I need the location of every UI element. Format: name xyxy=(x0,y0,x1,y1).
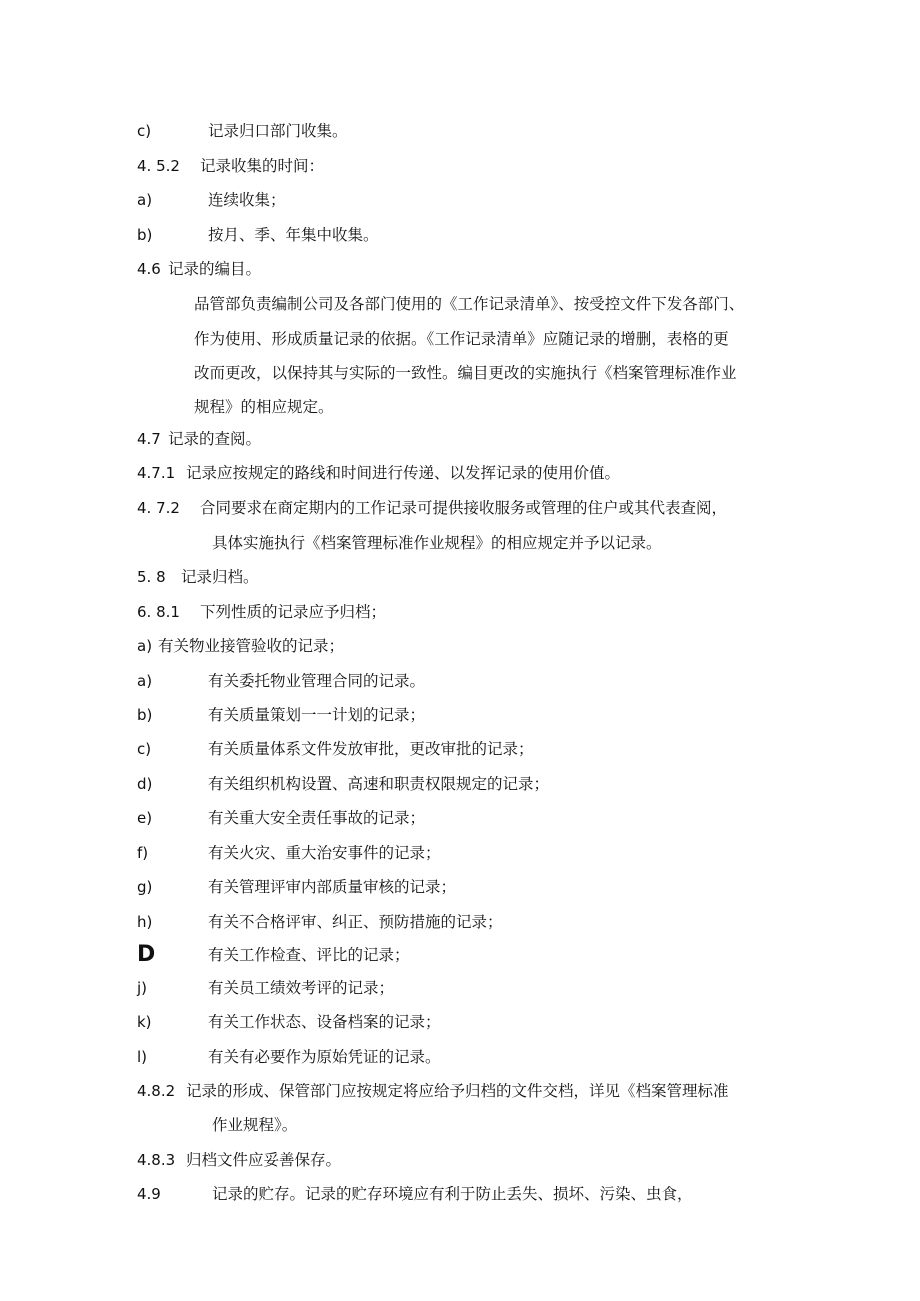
item-text: 有关有必要作为原始凭证的记录。 xyxy=(208,1048,441,1066)
section-heading xyxy=(0,595,920,629)
item-marker: a) xyxy=(137,191,153,209)
list-item xyxy=(0,971,920,1005)
item-text: 有关工作检查、评比的记录； xyxy=(208,946,410,964)
section-title: 记录归档。 xyxy=(181,568,259,586)
item-marker: f) xyxy=(137,844,149,862)
section-heading xyxy=(0,491,920,525)
paragraph-line xyxy=(0,1108,920,1142)
item-marker: c) xyxy=(137,740,152,758)
item-marker: d) xyxy=(137,775,153,793)
paragraph-text: 作业规程》。 xyxy=(212,1116,298,1134)
section-title: 合同要求在商定期内的工作记录可提供接收服务或管理的住户或其代表查阅， xyxy=(200,499,728,517)
section-title: 记录的查阅。 xyxy=(168,430,262,448)
list-item xyxy=(0,870,920,904)
item-marker: k) xyxy=(137,1013,152,1031)
paragraph-line xyxy=(0,390,920,424)
list-item xyxy=(0,218,920,252)
item-marker: c) xyxy=(137,122,152,140)
section-title: 记录的形成、保管部门应按规定将应给予归档的文件交档，详见《档案管理标准 xyxy=(186,1082,729,1100)
section-number: 4. 7.2 xyxy=(137,499,180,517)
item-text: 按月、季、年集中收集。 xyxy=(208,226,379,244)
section-title: 记录应按规定的路线和时间进行传递、以发挥记录的使用价值。 xyxy=(186,464,621,482)
item-text: 有关管理评审内部质量审核的记录； xyxy=(208,878,457,896)
section-number: 5. 8 xyxy=(137,568,166,586)
item-marker: a) xyxy=(137,672,153,690)
item-text: 有关火灾、重大治安事件的记录； xyxy=(208,844,441,862)
list-item xyxy=(0,732,920,766)
list-item xyxy=(0,629,920,663)
item-marker: b) xyxy=(137,706,153,724)
section-number: 4.8.3 xyxy=(137,1151,176,1169)
section-heading xyxy=(0,1074,920,1108)
section-heading xyxy=(0,1143,920,1177)
section-heading xyxy=(0,456,920,490)
section-title: 记录的编目。 xyxy=(168,260,262,278)
paragraph-text: 改而更改，以保持其与实际的一致性。编目更改的实施执行《档案管理标准作业 xyxy=(194,364,737,382)
section-number: 4.7.1 xyxy=(137,464,176,482)
item-marker: D xyxy=(137,942,156,967)
item-text: 有关物业接管验收的记录； xyxy=(158,637,345,655)
section-number: 4. 5.2 xyxy=(137,157,180,175)
item-marker: j) xyxy=(137,979,148,997)
item-text: 有关委托物业管理合同的记录。 xyxy=(208,672,426,690)
paragraph-text: 规程》的相应规定。 xyxy=(194,398,334,416)
item-marker: h) xyxy=(137,913,153,931)
list-item xyxy=(0,836,920,870)
paragraph-text: 品管部负责编制公司及各部门使用的《工作记录清单》、按受控文件下发各部门、 xyxy=(194,295,745,313)
section-heading xyxy=(0,422,920,456)
paragraph-line xyxy=(0,322,920,356)
item-text: 有关质量策划一一计划的记录； xyxy=(208,706,426,724)
item-text: 记录归口部门收集。 xyxy=(208,122,348,140)
list-item xyxy=(0,938,920,972)
list-item xyxy=(0,183,920,217)
item-text: 有关不合格评审、纠正、预防措施的记录； xyxy=(208,913,503,931)
item-text: 有关组织机构设置、高速和职责权限规定的记录； xyxy=(208,775,550,793)
item-marker: b) xyxy=(137,226,153,244)
paragraph-line xyxy=(0,356,920,390)
list-item xyxy=(0,698,920,732)
item-text: 有关员工绩效考评的记录； xyxy=(208,979,395,997)
item-text: 有关工作状态、设备档案的记录； xyxy=(208,1013,441,1031)
list-item xyxy=(0,114,920,148)
list-item xyxy=(0,1040,920,1074)
item-marker: e) xyxy=(137,809,153,827)
section-heading xyxy=(0,149,920,183)
paragraph-line xyxy=(0,526,920,560)
list-item xyxy=(0,664,920,698)
item-text: 连续收集； xyxy=(208,191,286,209)
list-item xyxy=(0,801,920,835)
section-title: 归档文件应妥善保存。 xyxy=(186,1151,342,1169)
paragraph-text: 作为使用、形成质量记录的依据。《工作记录清单》应随记录的增删，表格的更 xyxy=(194,330,729,348)
item-marker: a) xyxy=(137,637,153,655)
paragraph-line xyxy=(0,287,920,321)
item-text: 有关质量体系文件发放审批，更改审批的记录； xyxy=(208,740,534,758)
section-title: 记录的贮存。记录的贮存环境应有利于防止丢失、损坏、污染、虫食， xyxy=(212,1185,693,1203)
section-title: 下列性质的记录应予归档； xyxy=(200,603,387,621)
list-item xyxy=(0,905,920,939)
paragraph-text: 具体实施执行《档案管理标准作业规程》的相应规定并予以记录。 xyxy=(212,534,662,552)
section-heading xyxy=(0,1177,920,1211)
section-title: 记录收集的时间： xyxy=(200,157,325,175)
section-number: 4.8.2 xyxy=(137,1082,176,1100)
section-heading xyxy=(0,560,920,594)
list-item xyxy=(0,1005,920,1039)
item-marker: g) xyxy=(137,878,153,896)
section-number: 4.9 xyxy=(137,1185,161,1203)
list-item xyxy=(0,767,920,801)
section-heading xyxy=(0,252,920,286)
section-number: 6. 8.1 xyxy=(137,603,180,621)
item-marker: l) xyxy=(137,1048,148,1066)
item-text: 有关重大安全责任事故的记录； xyxy=(208,809,426,827)
section-number: 4.6 xyxy=(137,260,161,278)
section-number: 4.7 xyxy=(137,430,161,448)
